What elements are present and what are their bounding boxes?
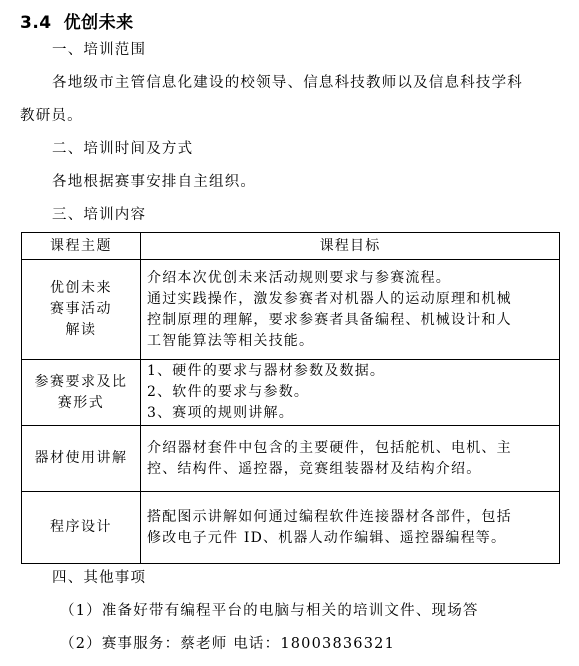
training-content-table bbox=[21, 232, 560, 564]
goal-line: 3、赛项的规则讲解。 bbox=[147, 405, 294, 421]
scope-paragraph-line1: 各地级市主管信息化建设的校领导、信息科技教师以及信息科技学科 bbox=[52, 75, 523, 91]
topic-cell bbox=[22, 492, 141, 564]
subsection-title-time: 二、培训时间及方式 bbox=[52, 141, 194, 157]
table-row bbox=[22, 360, 560, 426]
goal-line: 2、软件的要求与参数。 bbox=[147, 384, 310, 400]
goal-cell bbox=[141, 426, 560, 492]
topic-line: 程序设计 bbox=[50, 519, 112, 535]
topic-cell bbox=[22, 426, 141, 492]
goal-line: 修改电子元件 ID、机器人动作编辑、遥控器编程等。 bbox=[147, 529, 507, 546]
time-paragraph: 各地根据赛事安排自主组织。 bbox=[52, 174, 257, 190]
other-item-2: （2）赛事服务：蔡老师 电话：18003836321 bbox=[60, 636, 396, 652]
subsection-title-other: 四、其他事项 bbox=[52, 570, 147, 586]
topic-line: 参赛要求及比 bbox=[34, 373, 128, 390]
goal-line: 介绍本次优创未来活动规则要求与参赛流程。 bbox=[147, 269, 451, 286]
goal-line: 控制原理的理解，要求参赛者具备编程、机械设计和人 bbox=[147, 311, 512, 328]
table-row bbox=[22, 492, 560, 564]
goal-line: 工智能算法等相关技能。 bbox=[147, 332, 315, 349]
scope-paragraph-line2: 教研员。 bbox=[20, 108, 83, 124]
subsection-title-scope: 一、培训范围 bbox=[52, 42, 147, 58]
goal-line: 控、结构件、遥控器，竞赛组装器材及结构介绍。 bbox=[147, 460, 482, 477]
topic-line: 解读 bbox=[65, 322, 97, 338]
topic-line: 优创未来 bbox=[50, 280, 112, 296]
subsection-title-content: 三、培训内容 bbox=[52, 207, 147, 223]
goal-line: 通过实践操作，激发参赛者对机器人的运动原理和机械 bbox=[147, 290, 512, 307]
goal-cell bbox=[141, 492, 560, 564]
goal-line: 1、硬件的要求与器材参数及数据。 bbox=[147, 363, 386, 379]
table-header-goal: 课程目标 bbox=[141, 233, 560, 260]
table-row bbox=[22, 260, 560, 360]
section-title: 优创未来 bbox=[63, 13, 134, 33]
topic-line: 赛形式 bbox=[57, 394, 105, 411]
goal-cell bbox=[141, 360, 560, 426]
topic-cell bbox=[22, 360, 141, 426]
topic-line: 器材使用讲解 bbox=[34, 450, 128, 466]
section-heading bbox=[20, 8, 134, 33]
topic-line: 赛事活动 bbox=[50, 301, 112, 317]
table-row bbox=[22, 426, 560, 492]
goal-line: 搭配图示讲解如何通过编程软件连接器材各部件，包括 bbox=[147, 508, 512, 525]
table-header-row bbox=[22, 233, 560, 260]
topic-cell bbox=[22, 260, 141, 360]
goal-line: 介绍器材套件中包含的主要硬件，包括舵机、电机、主 bbox=[147, 439, 512, 456]
other-item-1: （1）准备好带有编程平台的电脑与相关的培训文件、现场答 bbox=[60, 603, 479, 619]
table-header-topic: 课程主题 bbox=[22, 233, 141, 260]
section-number: 3.4 bbox=[20, 13, 52, 33]
goal-cell bbox=[141, 260, 560, 360]
